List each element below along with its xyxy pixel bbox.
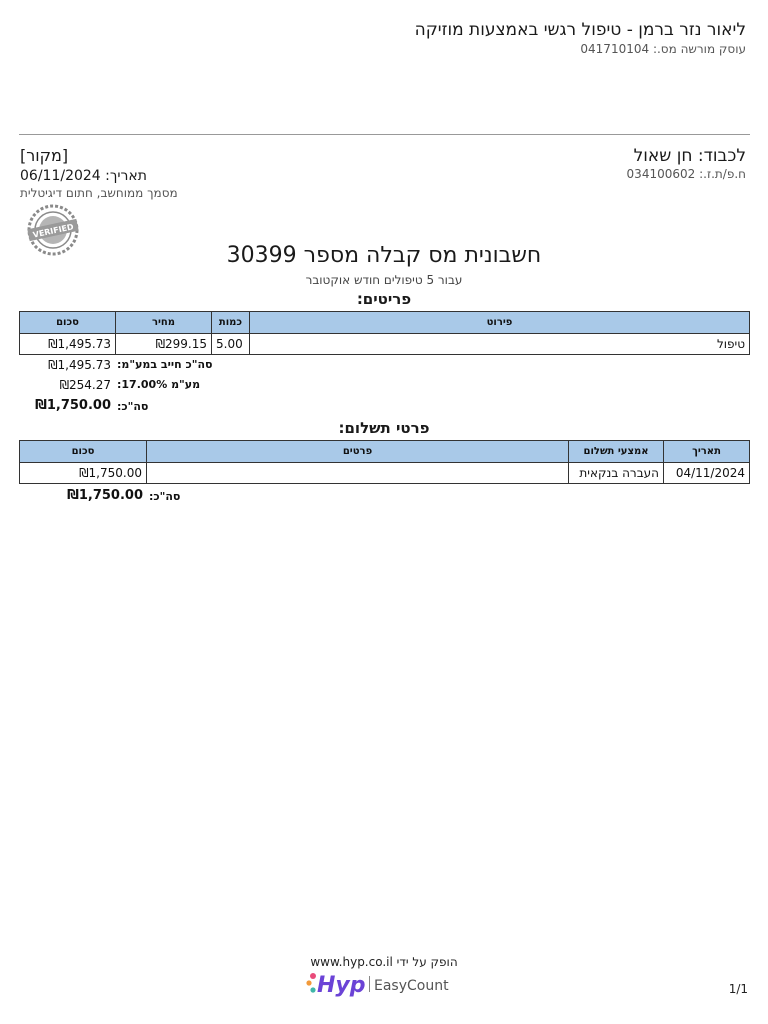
grand-total-amount: ₪1,750.00: [35, 398, 111, 413]
col-payment-details: פרטים: [147, 441, 569, 463]
items-table: [19, 311, 750, 355]
business-name: ליאור נזר ברמן - טיפול רגשי באמצעות מוזיקה: [414, 20, 746, 40]
item-amount: ₪1,495.73: [20, 334, 116, 355]
header-divider: [19, 134, 750, 135]
customer-name: [634, 146, 746, 166]
logo-brand: Hyp: [317, 973, 366, 997]
customer-id-value: 034100602: [626, 167, 696, 181]
original-tag: [מקור]: [20, 146, 69, 165]
customer-id-label: ח.פ/ת.ז.:: [699, 167, 746, 181]
payment-amount: ₪1,750.00: [20, 463, 147, 484]
vat-amount: ₪254.27: [59, 378, 111, 392]
business-id-label: עוסק מורשה מס.:: [652, 42, 746, 56]
items-header-row: [20, 312, 750, 334]
payments-total-amount: ₪1,750.00: [67, 488, 143, 503]
col-price: מחיר: [116, 312, 212, 334]
business-id-value: 041710104: [580, 42, 650, 56]
payments-header-row: [20, 441, 750, 463]
payment-details: [147, 463, 569, 484]
customer-name-label: לכבוד:: [697, 146, 746, 166]
document-date-label: תאריך:: [105, 168, 147, 184]
payments-section-title: פרטי תשלום:: [338, 419, 430, 437]
item-price: ₪299.15: [116, 334, 212, 355]
grand-total-label: סה"כ:: [117, 400, 149, 413]
items-section-title: פריטים:: [356, 290, 412, 308]
hyp-mark-icon: [306, 973, 316, 993]
payment-method: העברה בנקאית: [569, 463, 664, 484]
issued-by: הופק על ידי www.hyp.co.il: [310, 955, 458, 969]
table-row: [20, 463, 750, 484]
business-id: [580, 42, 746, 56]
vatable-amount: ₪1,495.73: [48, 358, 111, 372]
col-description: פירוט: [250, 312, 750, 334]
item-description: טיפול: [250, 334, 750, 355]
document-title: חשבונית מס קבלה מספר 30399: [226, 243, 542, 268]
payments-table: [19, 440, 750, 484]
customer-name-value: חן שאול: [633, 146, 693, 166]
vatable-label: סה"כ חייב במע"מ:: [117, 358, 213, 371]
col-payment-date: תאריך: [664, 441, 750, 463]
col-quantity: כמות: [212, 312, 250, 334]
signature-note: מסמך ממוחשב, חתום דיגיטלית: [20, 186, 178, 200]
document-date-value: 06/11/2024: [20, 168, 101, 184]
customer-id: [627, 167, 746, 181]
document-date: [20, 168, 147, 184]
page-number: 1/1: [728, 982, 748, 996]
item-quantity: 5.00: [212, 334, 250, 355]
seal-text: VERIFIED: [32, 222, 75, 240]
col-payment-method: אמצעי תשלום: [569, 441, 664, 463]
payments-total-label: סה"כ:: [149, 490, 181, 503]
vat-label: מע"מ 17.00%:: [117, 378, 201, 391]
hyp-easycount-logo: [306, 971, 456, 997]
payment-date: 04/11/2024: [664, 463, 750, 484]
table-row: [20, 334, 750, 355]
logo-product: EasyCount: [374, 978, 449, 994]
col-payment-amount: סכום: [20, 441, 147, 463]
col-amount: סכום: [20, 312, 116, 334]
document-subtitle: עבור 5 טיפולים חודש אוקטובר: [305, 273, 463, 287]
